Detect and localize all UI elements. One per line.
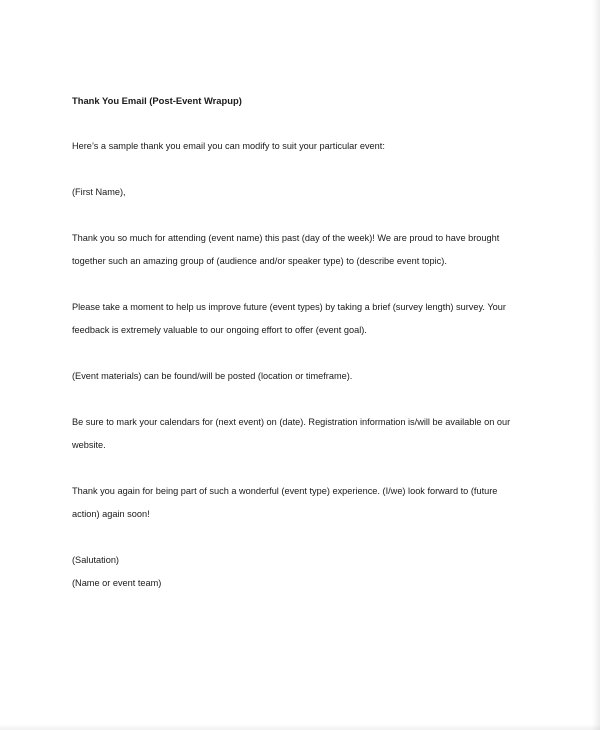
paragraph-line: Be sure to mark your calendars for (next event) on (date). Registration information is/will be available on our	[72, 417, 511, 427]
paragraph-line: (Event materials) can be found/will be posted (location or timeframe).	[72, 371, 353, 381]
spacer	[72, 204, 532, 227]
paragraph-line: website.	[72, 440, 106, 450]
spacer	[72, 526, 532, 549]
spacer	[72, 342, 532, 365]
paragraph-line: together such an amazing group of (audience and/or speaker type) to (describe event topic).	[72, 256, 447, 266]
paragraph-attendance	[72, 227, 532, 273]
greeting-line: (First Name),	[72, 187, 126, 197]
paragraph-closing	[72, 480, 532, 526]
paragraph-line: Please take a moment to help us improve future (event types) by taking a brief (survey length) survey. Your	[72, 302, 506, 312]
paragraph-next-event	[72, 411, 532, 457]
page-edge-shadow	[592, 0, 600, 730]
spacer	[72, 388, 532, 411]
sign-off	[72, 549, 532, 595]
signature-line: (Name or event team)	[72, 578, 162, 588]
greeting-paragraph	[72, 181, 532, 204]
spacer	[72, 158, 532, 181]
intro-paragraph	[72, 135, 532, 158]
salutation-line: (Salutation)	[72, 555, 119, 565]
spacer	[72, 273, 532, 296]
spacer	[72, 112, 532, 135]
paragraph-line: Thank you so much for attending (event name) this past (day of the week)! We are proud to have brought	[72, 233, 500, 243]
document-body	[72, 89, 532, 595]
paragraph-line: feedback is extremely valuable to our ongoing effort to offer (event goal).	[72, 325, 367, 335]
spacer	[72, 457, 532, 480]
paragraph-line: action) again soon!	[72, 509, 150, 519]
page-edge-shadow	[0, 724, 600, 730]
paragraph-materials	[72, 365, 532, 388]
document-title: Thank You Email (Post-Event Wrapup)	[72, 95, 242, 106]
paragraph-line: Thank you again for being part of such a wonderful (event type) experience. (I/we) look forward to (future	[72, 486, 498, 496]
paragraph-survey	[72, 296, 532, 342]
intro-line: Here’s a sample thank you email you can modify to suit your particular event:	[72, 141, 385, 151]
